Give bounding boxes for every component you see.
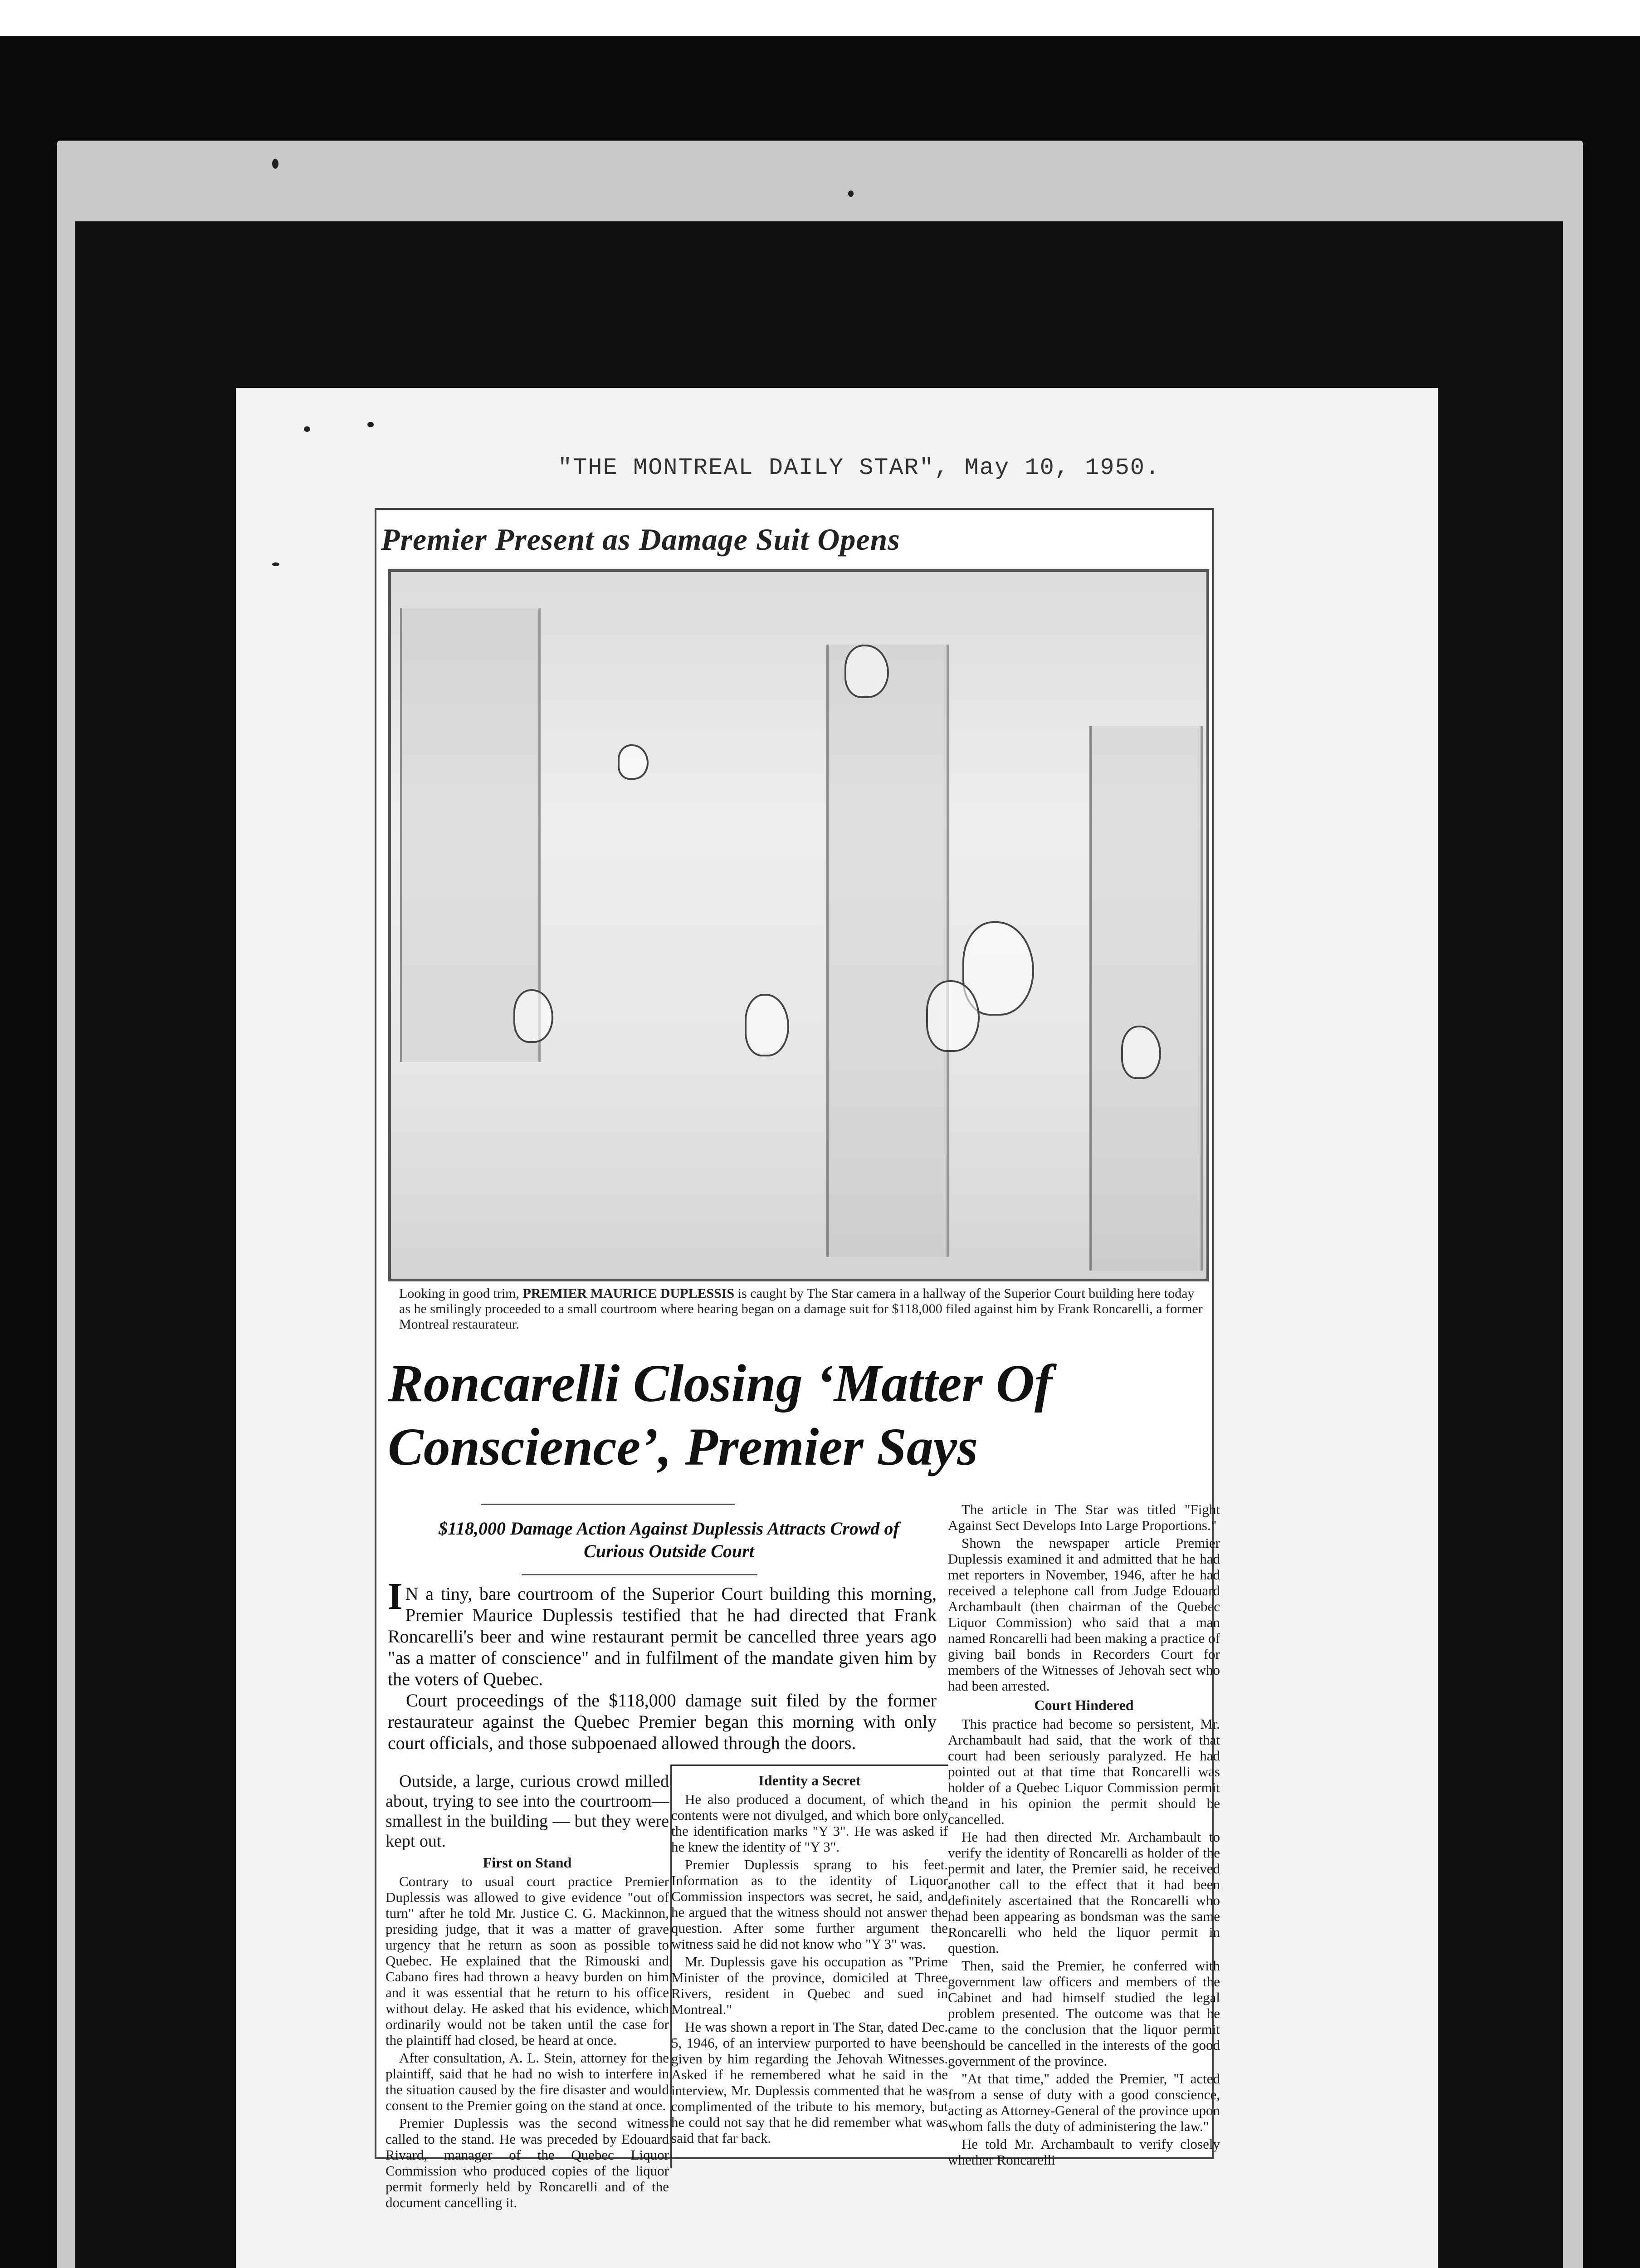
dust-speck <box>304 426 310 432</box>
paragraph: Mr. Duplessis gave his occupation as "Prime Minister of the province, domiciled at Three Rivers, resident in Quebec and sued in Montreal." <box>671 1954 948 2017</box>
paragraph: He was shown a report in The Star, dated Dec. 5, 1946, of an interview purported to have been given by him regarding the Jehovah Witnesses. Asked if he remembered what he said in the interview, Mr. Duplessis commented that he was complimented of the tribute to his memory, but he could not say that he did remember what was said that far back. <box>671 2019 948 2146</box>
lead-paragraph: N a tiny, bare courtroom of the Superior Court building this morning, Premier Maurice Duplessis testified that he had directed that Frank Roncarelli's beer and wine restaurant permit be cancelled three years ago "as a matter of conscience" and in fulfilment of the mandate given him by the voters of Quebec. <box>388 1584 937 1689</box>
paragraph: Shown the newspaper article Premier Duplessis examined it and admitted that he had met reporters in November, 1946, after he had received a telephone call from Judge Edouard Archambault (then chairman of the Quebec Liquor Commission) who said that a man named Roncarelli had been making a practice of giving bail bonds in Recorders Court for members of the Witnesses of Jehovah sect who had been arrested. <box>948 1535 1220 1694</box>
lead-paragraph: Court proceedings of the $118,000 damage suit filed by the former restaurateur against the Quebec Premier began this morning with only court officials, and those subpoenaed allowed through the doors. <box>388 1690 937 1753</box>
paragraph: After consultation, A. L. Stein, attorney for the plaintiff, said that he had no wish to interfere in the situation caused by the fire disaster and would consent to the Premier going on the stand at once. <box>386 2050 669 2113</box>
photo-hand <box>1121 1026 1161 1079</box>
dust-speck <box>848 191 854 197</box>
paragraph: The article in The Star was titled "Fight Against Sect Develops Into Large Proportions." <box>948 1501 1220 1533</box>
source-header: "THE MONTREAL DAILY STAR", May 10, 1950. <box>558 455 1161 481</box>
photo-title: Premier Present as Damage Suit Opens <box>381 522 900 557</box>
lead-paragraphs <box>388 1575 937 1754</box>
photo-face <box>618 744 649 780</box>
paragraph: He also produced a document, of which the contents were not divulged, and which bore only the identification marks "Y 3". He was asked if he knew the identity of "Y 3". <box>671 1791 948 1855</box>
photo-hand <box>513 989 553 1043</box>
dust-speck <box>272 159 278 169</box>
photo-caption-text: Looking in good trim, <box>399 1286 523 1301</box>
photo-figure <box>826 645 949 1257</box>
photo-hand <box>745 994 789 1056</box>
section-heading: Identity a Secret <box>758 1772 861 1789</box>
rule <box>522 1574 757 1575</box>
photo-face <box>844 645 889 698</box>
drop-cap: I <box>388 1575 403 1618</box>
photo-figure <box>1089 726 1203 1271</box>
column-2 <box>671 1769 948 2148</box>
rule <box>481 1504 735 1505</box>
paragraph: This practice had become so persistent, Mr. Archambault had said, that the work of that court had been seriously paralyzed. He had pointed out at that time that Roncarelli was holder of a Quebec Liquor Commission permit and in his opinion the permit should be cancelled. <box>948 1716 1220 1827</box>
photo-caption-text: is caught by The Star camera in a hallway of the Superior Court building here today as he smilingly proceeded to a small courtroom where hearing began on a damage suit for $118,000 filed against him by Frank Roncarelli, a former Montreal restaurateur. <box>399 1286 1203 1332</box>
paragraph: Contrary to usual court practice Premier Duplessis was allowed to give evidence "out of turn" after he told Mr. Justice C. G. Mackinnon, presiding judge, that it was a matter of grave urgency that he return as soon as possible to Quebec. He explained that the Rimouski and Cabano fires had thrown a heavy burden on him and it was essential that he return to his office without delay. He asked that his evidence, which ordinarily would not be taken until the case for the plaintiff had closed, be heard at once. <box>386 1873 669 2048</box>
dust-speck <box>272 562 279 566</box>
section-heading: First on Stand <box>483 1854 572 1871</box>
dust-speck <box>367 422 374 427</box>
paragraph: Then, said the Premier, he conferred with government law officers and members of the Cabinet and had himself studied the legal problem presented. The outcome was that he came to the conclusion that the liquor permit should be cancelled in the interests of the good government of the province. <box>948 1958 1220 2069</box>
paragraph: Outside, a large, curious crowd milled about, trying to see into the courtroom—smallest in the building — but they were kept out. <box>386 1772 669 1851</box>
section-heading: Court Hindered <box>1034 1697 1134 1713</box>
headline: Roncarelli Closing ‘Matter Of Conscience’, Premier Says <box>388 1354 1053 1476</box>
photo-caption <box>399 1286 1206 1332</box>
paragraph: Premier Duplessis was the second witness called to the stand. He was preceded by Edouard Rivard, manager of the Quebec Liquor Commission who produced copies of the liquor permit formerly held by Roncarelli and of the document cancelling it. <box>386 2115 669 2210</box>
paragraph: He told Mr. Archambault to verify closely whether Roncarelli <box>948 2136 1220 2168</box>
subheadline: $118,000 Damage Action Against Duplessis Attracts Crowd of Curious Outside Court <box>439 1518 899 1561</box>
paragraph: He had then directed Mr. Archambault to verify the identity of Roncarelli as holder of the permit and later, the Premier said, he received another call to the effect that it had been definitely ascertained that the Roncarelli who had been appearing as bondsman was the same Roncarelli who held the liquor permit in question. <box>948 1829 1220 1956</box>
news-photo <box>388 569 1209 1281</box>
column-3 <box>948 1501 1220 2170</box>
photo-caption-name: PREMIER MAURICE DUPLESSIS <box>522 1286 735 1301</box>
column-1 <box>386 1771 669 2212</box>
paragraph: Premier Duplessis sprang to his feet. Information as to the identity of Liquor Commission inspectors was secret, he said, and he argued that the witness should not answer the question. After some further argument the witness said he did not know who "Y 3" was. <box>671 1857 948 1952</box>
paragraph: "At that time," added the Premier, "I acted from a sense of duty with a good conscience, acting as Attorney-General of the province upon whom falls the duty of administering the law." <box>948 2071 1220 2134</box>
